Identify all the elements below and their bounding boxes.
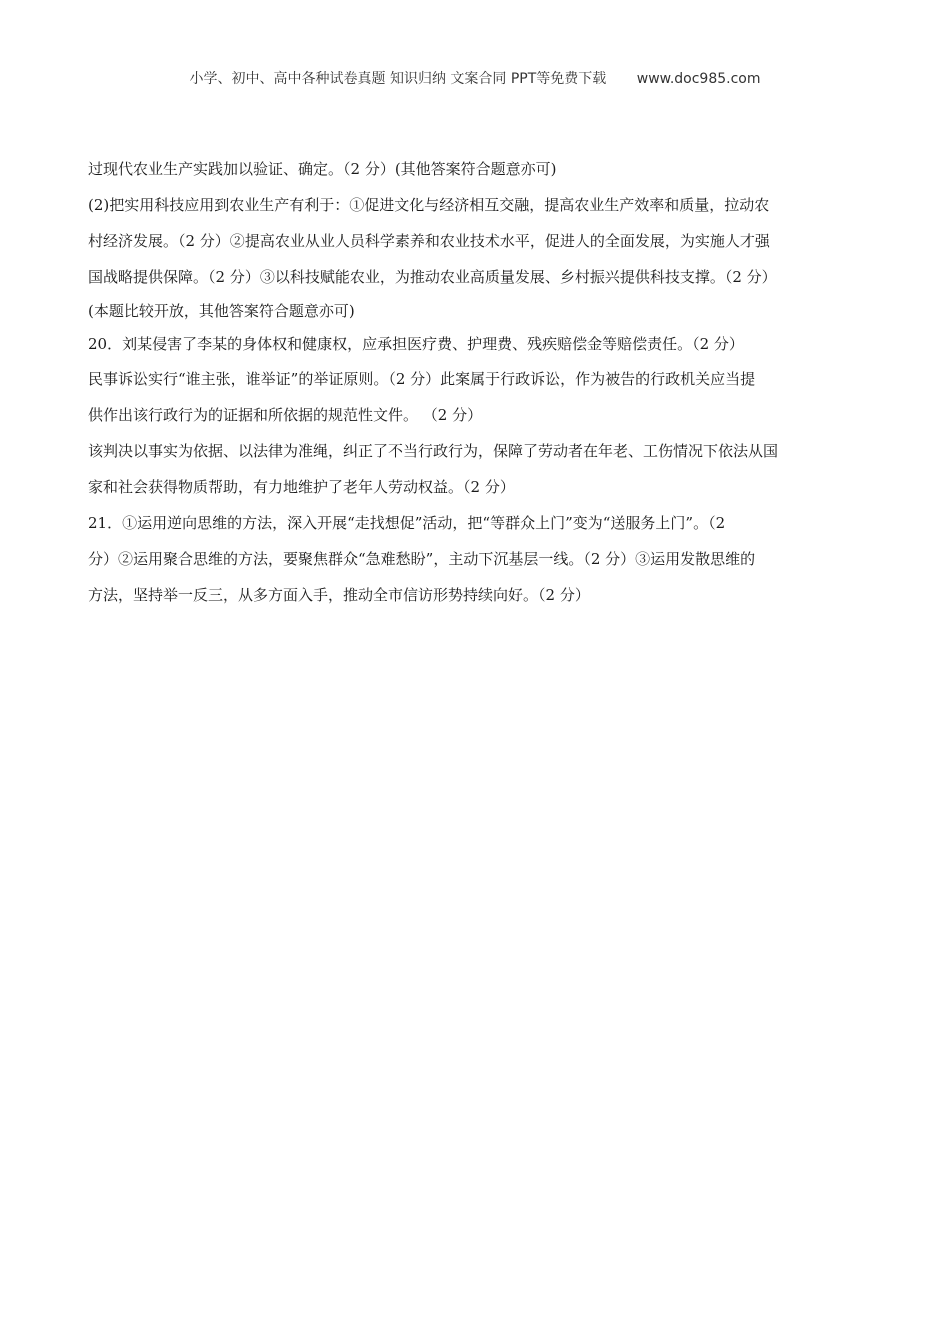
paragraph-line: 20．刘某侵害了李某的身体权和健康权，应承担医疗费、护理费、残疾赔偿金等赔偿责任。（2 分） — [88, 335, 744, 353]
paragraph-line: 方法，坚持举一反三，从多方面入手，推动全市信访形势持续向好。（2 分） — [88, 586, 590, 604]
paragraph-line: 该判决以事实为依据、以法律为准绳，纠正了不当行政行为，保障了劳动者在年老、工伤情况下依法从国 — [88, 442, 779, 460]
page-header — [0, 68, 950, 88]
paragraph-line: 国战略提供保障。（2 分）③以科技赋能农业，为推动农业高质量发展、乡村振兴提供科技支撑。（2 分） — [88, 268, 777, 286]
paragraph-line: 分）②运用聚合思维的方法，要聚焦群众“急难愁盼”，主动下沉基层一线。（2 分）③运用发散思维的 — [88, 550, 756, 568]
paragraph-line: 村经济发展。（2 分）②提高农业从业人员科学素养和农业技术水平，促进人的全面发展，为实施人才强 — [88, 232, 770, 250]
answer-content — [88, 151, 868, 613]
paragraph-line: (2)把实用科技应用到农业生产有利于：①促进文化与经济相互交融，提高农业生产效率和质量，拉动农 — [88, 196, 770, 214]
paragraph-line: 供作出该行政行为的证据和所依据的规范性文件。 （2 分） — [88, 406, 483, 424]
paragraph-line: 民事诉讼实行“谁主张，谁举证”的举证原则。（2 分）此案属于行政诉讼，作为被告的行政机关应当提 — [88, 370, 756, 388]
paragraph-line: 21．①运用逆向思维的方法，深入开展“走找想促”活动，把“等群众上门”变为“送服务上门”。（2 — [88, 514, 726, 532]
paragraph-line: 家和社会获得物质帮助，有力地维护了老年人劳动权益。（2 分） — [88, 478, 515, 496]
paragraph-line: (本题比较开放，其他答案符合题意亦可) — [88, 302, 355, 320]
paragraph-line: 过现代农业生产实践加以验证、确定。（2 分）(其他答案符合题意亦可) — [88, 160, 557, 178]
header-text: 小学、初中、高中各种试卷真题 知识归纳 文案合同 PPT等免费下载 — [189, 71, 607, 87]
header-site-url[interactable]: www.doc985.com — [636, 71, 761, 87]
